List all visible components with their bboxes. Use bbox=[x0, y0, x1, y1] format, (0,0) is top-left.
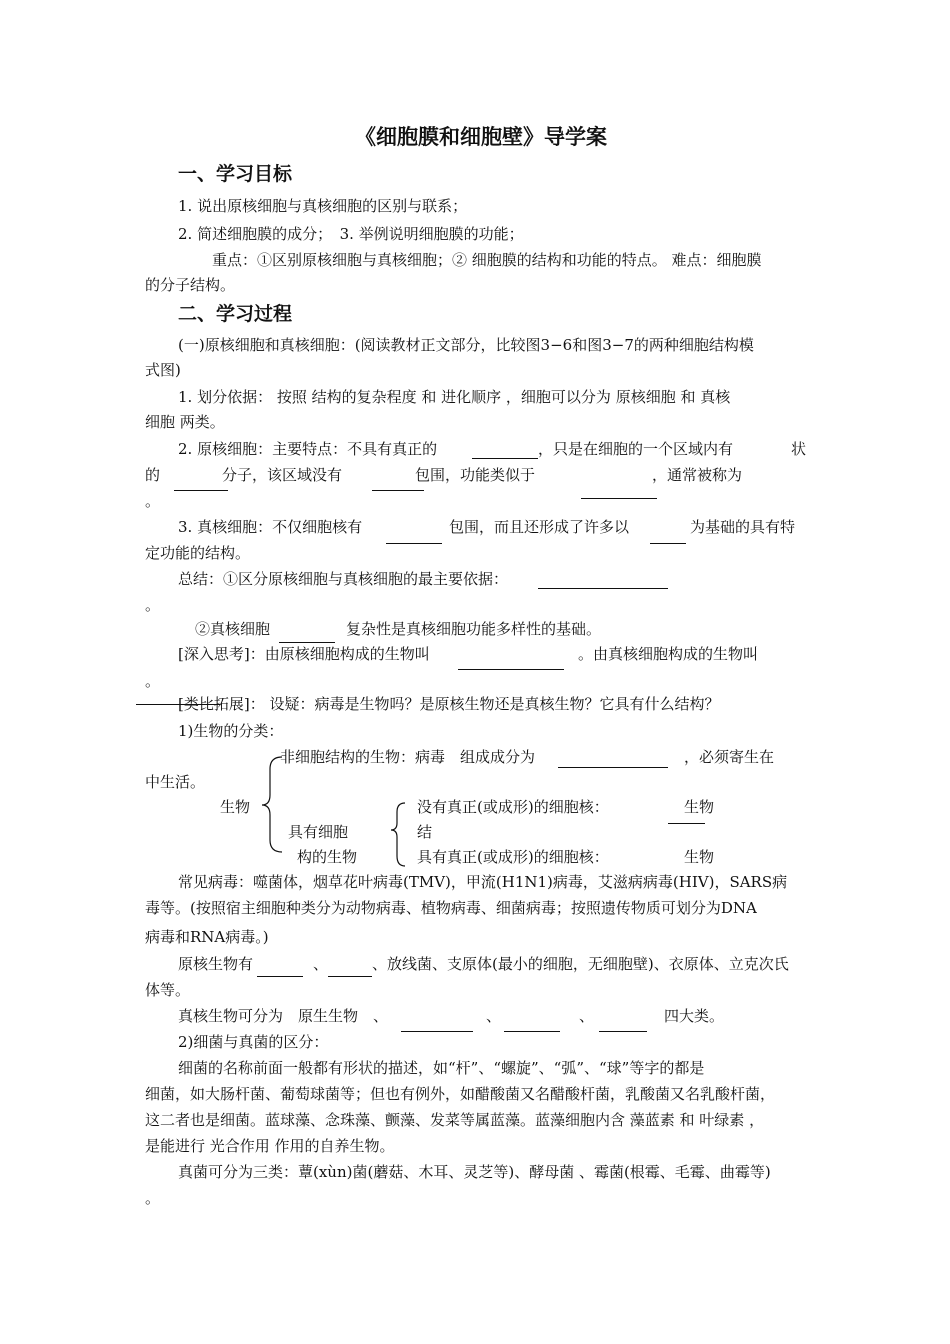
summary-1-end: 。 bbox=[145, 596, 161, 614]
cellular-organisms-1: 具有细胞 bbox=[288, 823, 349, 841]
eukaryote-text-1: 3. 真核细胞：不仅细胞核有 bbox=[178, 518, 363, 536]
eukaryote-branch-label: 生物 bbox=[684, 848, 715, 866]
eukaryote-text-4: 定功能的结构。 bbox=[145, 544, 251, 562]
division-basis-line-2: 细胞 两类。 bbox=[145, 413, 225, 431]
prokaryote-text-2: ，只是在细胞的一个区域内有 bbox=[538, 440, 734, 458]
virus-examples-1: 常见病毒：噬菌体，烟草花叶病毒(TMV)，甲流(H1N1)病毒，艾滋病病毒(HIV)，SARS病 bbox=[178, 873, 788, 891]
non-cell-organisms-3: 中生活。 bbox=[145, 773, 206, 791]
classification-heading: 1)生物的分类： bbox=[178, 722, 284, 740]
cellular-organisms-2: 构的生物 bbox=[297, 848, 358, 866]
prokaryote-text-4: 的 bbox=[145, 466, 161, 484]
prokaryote-branch-label: 生物 bbox=[684, 798, 715, 816]
bacteria-paragraph-1: 细菌的名称前面一般都有形状的描述，如“杆”、“螺旋”、“弧”、“球”等字的都是 bbox=[178, 1059, 705, 1077]
fill-blank[interactable] bbox=[558, 767, 668, 768]
prokaryote-branch: 没有真正(或成形)的细胞核： bbox=[417, 798, 609, 816]
prokaryote-list-1: 原核生物有 bbox=[178, 955, 254, 973]
fill-blank[interactable] bbox=[504, 1031, 560, 1032]
key-points-line-1: 重点：①区别原核细胞与真核细胞；② 细胞膜的结构和功能的特点。 难点：细胞膜 bbox=[212, 251, 762, 269]
prokaryote-text-1: 2. 原核细胞：主要特点：不具有真正的 bbox=[178, 440, 438, 458]
prokaryote-text-7: ，通常被称为 bbox=[652, 466, 743, 484]
fill-blank[interactable] bbox=[257, 976, 303, 977]
fill-blank[interactable] bbox=[599, 1031, 647, 1032]
deep-thinking-3: 。 bbox=[145, 672, 161, 690]
bacteria-paragraph-2: 细菌，如大肠杆菌、葡萄球菌等；但也有例外，如醋酸菌又名醋酸杆菌，乳酸菌又名乳酸杆菌， bbox=[145, 1085, 776, 1103]
prokaryote-list-4: 体等。 bbox=[145, 981, 191, 999]
part-1-intro-line-2: 式图) bbox=[145, 361, 181, 379]
summary-2-a: ②真核细胞 bbox=[195, 620, 271, 638]
bacteria-fungi-heading: 2)细菌与真菌的区分： bbox=[178, 1033, 329, 1051]
objective-1: 1. 说出原核细胞与真核细胞的区别与联系； bbox=[178, 197, 468, 215]
bacteria-paragraph-4: 是能进行 光合作用 作用的自养生物。 bbox=[145, 1137, 395, 1155]
key-points-line-2: 的分子结构。 bbox=[145, 276, 236, 294]
deep-thinking-2: 。由真核细胞构成的生物叫 bbox=[578, 645, 759, 663]
eukaryote-branch: 具有真正(或成形)的细胞核： bbox=[417, 848, 609, 866]
eukaryote-text-2: 包围，而且还形成了许多以 bbox=[449, 518, 630, 536]
part-1-intro-line-1: (一)原核细胞和真核细胞：(阅读教材正文部分，比较图3−6和图3−7的两种细胞结构模 bbox=[178, 336, 754, 354]
fungi-paragraph-1: 真菌可分为三类：蕈(xùn)菌(蘑菇、木耳、灵芝等)、酵母菌 、霉菌(根霉、毛霉、曲霉等) bbox=[178, 1163, 771, 1181]
virus-examples-2: 毒等。(按照宿主细胞种类分为动物病毒、植物病毒、细菌病毒；按照遗传物质可划分为DNA bbox=[145, 899, 757, 917]
prokaryote-text-6: 包围，功能类似于 bbox=[415, 466, 536, 484]
fill-blank[interactable] bbox=[401, 1031, 473, 1032]
prokaryote-list-3: 、放线菌、支原体(最小的细胞，无细胞壁)、衣原体、立克次氏 bbox=[372, 955, 789, 973]
non-cell-organisms: 非细胞结构的生物：病毒 组成成分为 bbox=[280, 748, 536, 766]
prokaryote-branch-2: 结 bbox=[417, 823, 433, 841]
eukaryote-groups-3: 、 bbox=[579, 1007, 595, 1025]
section-heading-objectives: 一、学习目标 bbox=[178, 163, 293, 185]
section-heading-process: 二、学习过程 bbox=[178, 303, 293, 325]
eukaryote-text-3: 为基础的具有特 bbox=[690, 518, 796, 536]
fill-blank[interactable] bbox=[668, 823, 705, 824]
analogy-extension: [类比拓展]： 设疑：病毒是生物吗？是原核生物还是真核生物？它具有什么结构？ bbox=[178, 695, 720, 713]
fungi-paragraph-2: 。 bbox=[145, 1189, 161, 1207]
non-cell-organisms-2: ，必须寄生在 bbox=[684, 748, 775, 766]
prokaryote-list-2: 、 bbox=[313, 955, 329, 973]
bacteria-paragraph-3: 这二者也是细菌。蓝球藻、念珠藻、颤藻、发菜等属蓝藻。蓝藻细胞内含 藻蓝素 和 叶绿素 ， bbox=[145, 1111, 765, 1129]
objective-2-3: 2. 简述细胞膜的成分； 3. 举例说明细胞膜的功能； bbox=[178, 225, 524, 243]
division-basis-line-1: 1. 划分依据： 按照 结构的复杂程度 和 进化顺序 ，细胞可以分为 原核细胞 和 真核 bbox=[178, 388, 731, 406]
eukaryote-groups-4: 四大类。 bbox=[664, 1007, 725, 1025]
summary-1: 总结：①区分原核细胞与真核细胞的最主要依据： bbox=[178, 570, 509, 588]
organisms-label: 生物 bbox=[220, 798, 251, 816]
virus-examples-3: 病毒和RNA病毒。) bbox=[145, 928, 269, 946]
eukaryote-groups-2: 、 bbox=[486, 1007, 502, 1025]
summary-2-b: 复杂性是真核细胞功能多样性的基础。 bbox=[346, 620, 602, 638]
prokaryote-text-3: 状 bbox=[791, 440, 807, 458]
page-title: 《细胞膜和细胞壁》导学案 bbox=[355, 125, 607, 149]
prokaryote-text-8: 。 bbox=[145, 492, 161, 510]
prokaryote-text-5: 分子，该区域没有 bbox=[222, 466, 343, 484]
eukaryote-groups-1: 真核生物可分为 原生生物 、 bbox=[178, 1007, 389, 1025]
fill-blank[interactable] bbox=[328, 976, 372, 977]
deep-thinking-1: [深入思考]：由原核细胞构成的生物叫 bbox=[178, 645, 430, 663]
